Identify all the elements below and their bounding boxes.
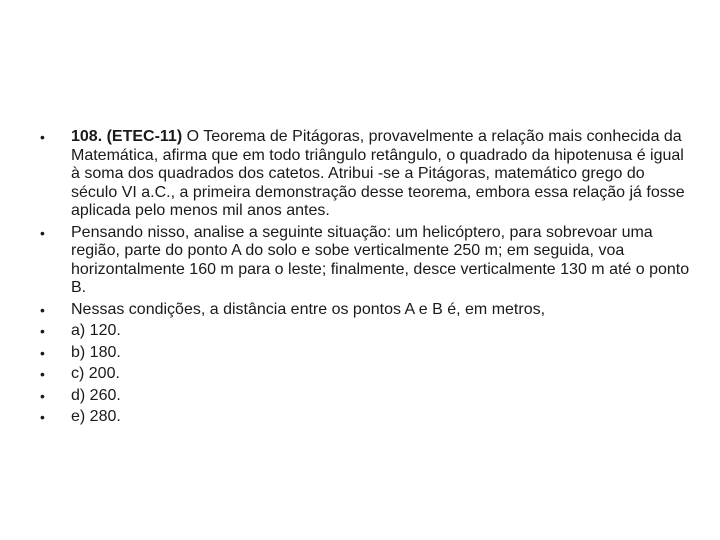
option-b-text: b) 180. (71, 343, 121, 361)
option-c (40, 365, 690, 384)
bullet-icon: • (40, 224, 45, 241)
bullet-icon: • (40, 387, 45, 404)
option-b (40, 344, 690, 363)
question-bullet-list (40, 128, 690, 430)
bullet-icon: • (40, 344, 45, 361)
bullet-icon: • (40, 366, 45, 382)
option-c-text: c) 200. (71, 365, 120, 382)
bullet-icon: • (40, 409, 45, 425)
bullet-icon: • (40, 301, 45, 318)
option-d-text: d) 260. (71, 386, 121, 404)
prompt-text: Nessas condições, a distância entre os pontos A e B é, em metros, (71, 300, 546, 318)
prompt-item (40, 301, 690, 320)
situation-item (40, 224, 690, 298)
option-e (40, 408, 690, 427)
question-intro-item (40, 128, 690, 221)
bullet-icon: • (40, 129, 45, 145)
option-d (40, 387, 690, 406)
bullet-icon: • (40, 323, 45, 339)
option-a-text: a) 120. (71, 322, 121, 339)
question-number: 108. (ETEC-11) (71, 128, 183, 145)
option-a (40, 322, 690, 341)
question-statement: O Teorema de Pitágoras, provavelmente a relação mais conhecida da Matemática, afirma que em todo triângulo retângulo, o quadrado da hipotenusa é igual à soma dos quadrados dos catetos. Atribui -se a Pitágoras, matemático grego do século VI a.C., a primeira demonstração desse teorema, embora essa relação já fosse aplicada pelo menos mil anos antes. (71, 128, 685, 219)
option-e-text: e) 280. (71, 408, 121, 425)
situation-text: Pensando nisso, analise a seguinte situação: um helicóptero, para sobrevoar uma região, parte do ponto A do solo e sobe verticalmente 250 m; em seguida, voa horizontalmente 160 m para o leste; finalmente, desce verticalmente 130 m até o ponto B. (71, 223, 690, 296)
